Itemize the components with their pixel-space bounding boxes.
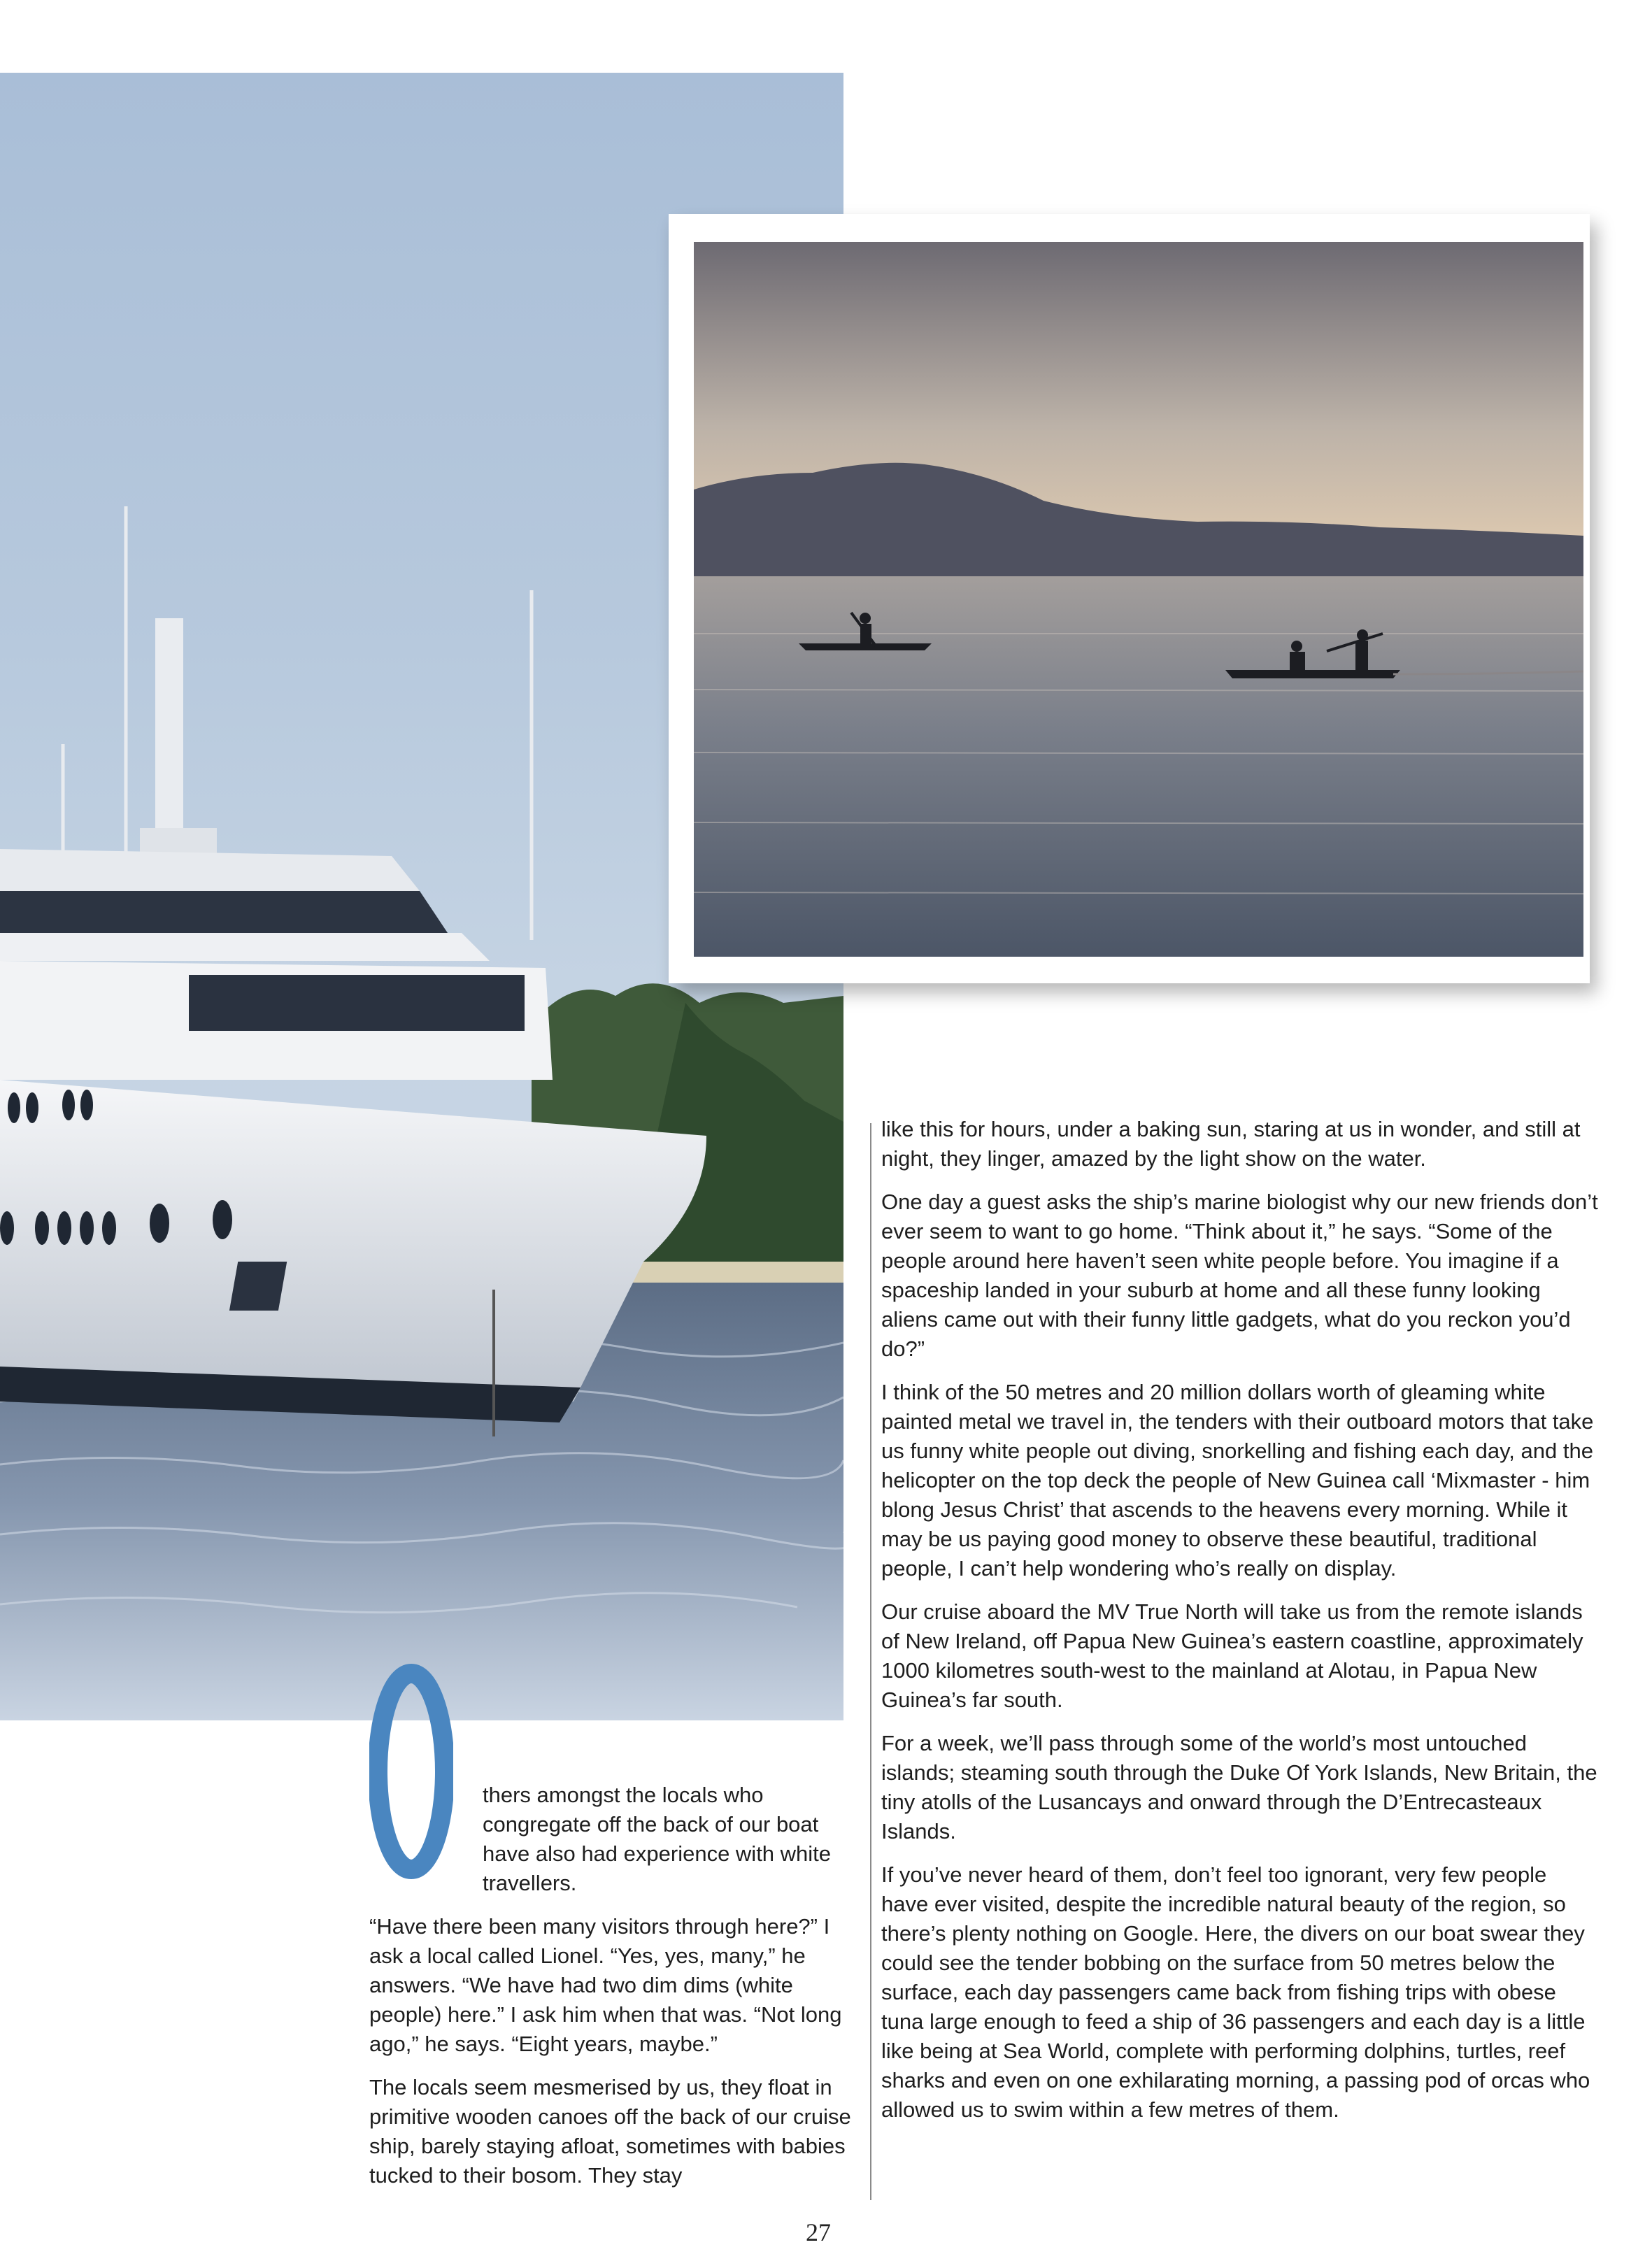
canoe-sunset-photo	[694, 242, 1583, 957]
column-divider	[870, 1123, 871, 2200]
paragraph: For a week, we’ll pass through some of the world’s most untouched islands; steaming south through the Duke Of York Islands, New Britain, the tiny atolls of the Lusancays and onward through the D’Entrecasteaux Islands.	[881, 1731, 1597, 1843]
paragraph: The locals seem mesmerised by us, they float in primitive wooden canoes off the back of our cruise ship, barely staying afloat, sometimes with babies tucked to their bosom. They stay	[369, 2075, 851, 2188]
left-text-column	[369, 1781, 859, 2204]
paragraph: I think of the 50 metres and 20 million dollars worth of gleaming white painted metal we travel in, the tenders with their outboard motors that take us funny white people out diving, snorkelling and fishing each day, and the helicopter on the top deck the people of New Guinea call ‘Mixmaster - him blong Jesus Christ’ that ascends to the heavens every morning. While it may be us paying good money to observe these beautiful, traditional people, I can’t help wondering who’s really on display.	[881, 1380, 1594, 1581]
paragraph: like this for hours, under a baking sun, staring at us in wonder, and still at night, they linger, amazed by the light show on the water.	[881, 1117, 1581, 1171]
paragraph: If you’ve never heard of them, don’t feel too ignorant, very few people have ever visited, despite the incredible natural beauty of the region, so there’s plenty nothing on Google. Here, the divers on our boat swear they could see the tender bobbing on the surface from 50 metres below the surface, each day passengers came back from fishing trips with obese tuna large enough to feed a ship of 36 passengers and each day is a little like being at Sea World, complete with performing dolphins, turtles, reef sharks and even on one exhilarating morning, a passing pod of orcas who allowed us to swim within a few metres of them.	[881, 1862, 1590, 2122]
paragraph: thers amongst the locals who congregate off the back of our boat have also had experience with white travellers.	[483, 1783, 832, 1895]
paragraph: One day a guest asks the ship’s marine biologist why our new friends don’t ever seem to want to go home. “Think about it,” he says. “Some of the people around here haven’t seen white people before. You imagine if a spaceship landed in your suburb at home and all these funny looking aliens came out with their funny little gadgets, what do you reckon you’d do?”	[881, 1190, 1598, 1361]
paragraph: “Have there been many visitors through here?” I ask a local called Lionel. “Yes, yes, many,” he answers. “We have had two dim dims (white people) here.” I ask him when that was. “Not long ago,” he says. “Eight years, maybe.”	[369, 1914, 842, 2056]
right-text-column	[881, 1115, 1598, 2139]
canoe-photo-frame	[669, 214, 1590, 983]
paragraph: Our cruise aboard the MV True North will take us from the remote islands of New Ireland, off Papua New Guinea’s eastern coastline, approximately 1000 kilometres south-west to the mainland at Alotau, in Papua New Guinea’s far south.	[881, 1599, 1583, 1712]
page-number: 27	[806, 2218, 831, 2246]
